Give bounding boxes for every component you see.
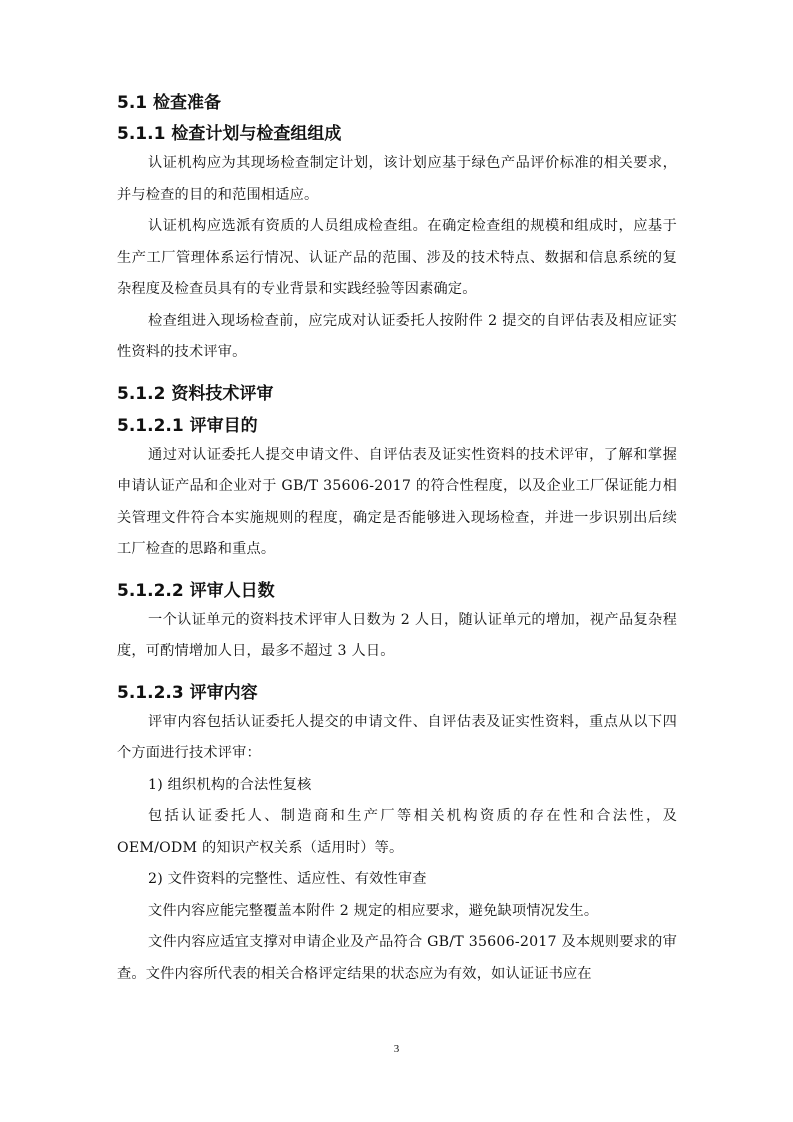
list-item: 2) 文件资料的完整性、适应性、有效性审查 [148, 871, 427, 887]
heading-5-1-1: 5.1.1 检查计划与检查组组成 [117, 124, 342, 144]
paragraph: 认证机构应选派有资质的人员组成检查组。在确定检查组的规模和组成时，应基于生产工厂管理体系运行情况、认证产品的范围、涉及的技术特点、数据和信息系统的复杂程度及检查员具有的专业背景和实践经验等因素确定。 [117, 218, 677, 297]
paragraph: 文件内容应能完整覆盖本附件 2 规定的相应要求，避免缺项情况发生。 [148, 902, 599, 919]
paragraph: 评审内容包括认证委托人提交的申请文件、自评估表及证实性资料，重点从以下四个方面进行技术评审： [117, 713, 677, 761]
heading-5-1-2-2: 5.1.2.2 评审人日数 [117, 580, 275, 601]
heading-5-1-2-1: 5.1.2.1 评审目的 [117, 415, 258, 436]
paragraph: 检查组进入现场检查前，应完成对认证委托人按附件 2 提交的自评估表及相应证实性资料的技术评审。 [117, 312, 677, 360]
paragraph: 包括认证委托人、制造商和生产厂等相关机构资质的存在性和合法性，及OEM/ODM 的知识产权关系（适用时）等。 [117, 808, 677, 856]
page-number: 3 [393, 1043, 400, 1055]
heading-5-1: 5.1 检查准备 [117, 93, 222, 113]
heading-5-1-2: 5.1.2 资料技术评审 [117, 383, 274, 404]
page-content [117, 92, 677, 990]
paragraph: 认证机构应为其现场检查制定计划，该计划应基于绿色产品评价标准的相关要求，并与检查的目的和范围相适应。 [117, 155, 677, 203]
heading-5-1-2-3: 5.1.2.3 评审内容 [117, 682, 258, 703]
paragraph: 通过对认证委托人提交申请文件、自评估表及证实性资料的技术评审，了解和掌握申请认证产品和企业对于 GB/T 35606-2017 的符合性程度，以及企业工厂保证能力相关管理文件符合本实施规则的程度，确定是否能够进入现场检查，并进一步识别出后续工厂检查的思路和重点。 [117, 446, 677, 557]
paragraph: 一个认证单元的资料技术评审人日数为 2 人日，随认证单元的增加，视产品复杂程度，可酌情增加人日，最多不超过 3 人日。 [117, 611, 677, 659]
paragraph: 文件内容应适宜支撑对申请企业及产品符合 GB/T 35606-2017 及本规则要求的审查。文件内容所代表的相关合格评定结果的状态应为有效，如认证证书应在 [117, 934, 677, 982]
list-item: 1) 组织机构的合法性复核 [148, 776, 312, 793]
